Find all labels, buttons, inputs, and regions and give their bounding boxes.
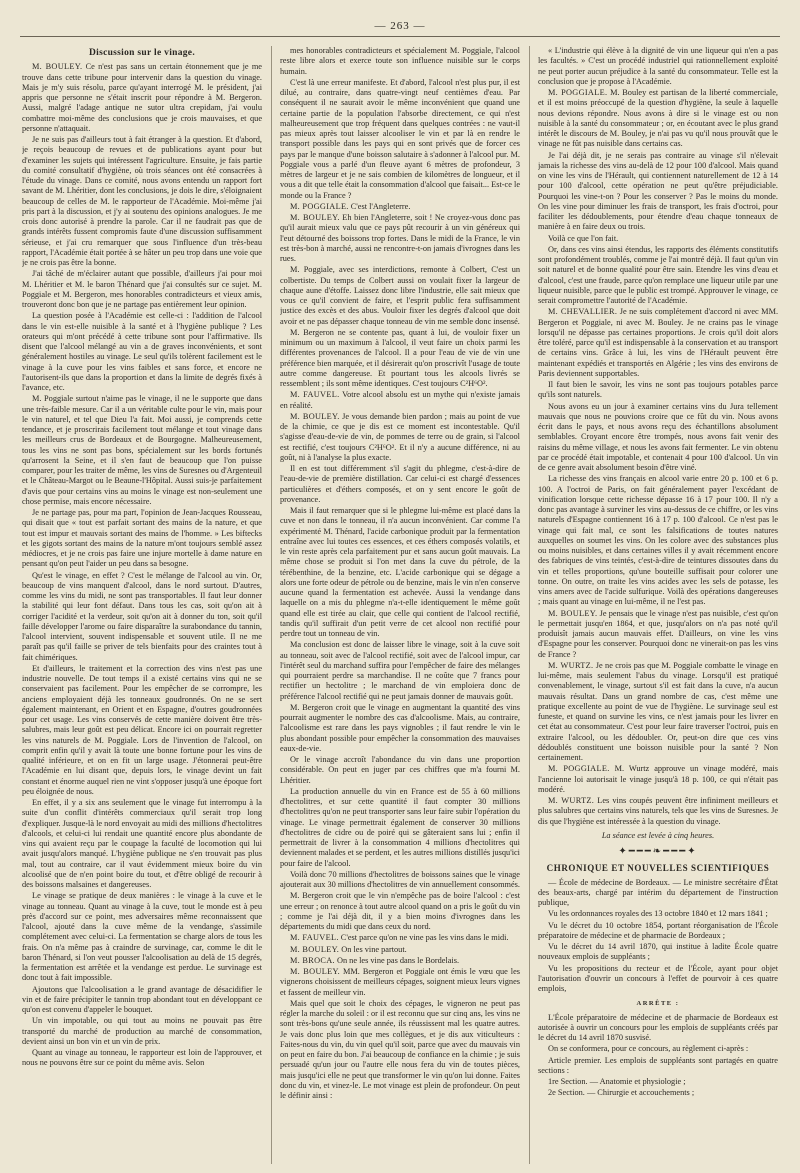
paragraph-text: M. Bergeron croit que le vinage en augmentant la quantité des vins pourrait augmenter le nombre des cas d'alcoolisme. Mais, au contraire, l'alcoolisme est rare dans les pays vignobles ; il faut rendre le vin le plus abondant possible pour empêcher la consommation des mauvaises eaux-de-vie. (280, 702, 520, 753)
paragraph-text: Vu les propositions du recteur et de l'École, ayant pour objet l'autorisation d'ouvrir un concours à l'effet de pourvoir à ces quatre emplois, (538, 963, 778, 993)
ornament-divider: ✦━━━❧━━━✦ (618, 846, 698, 857)
paragraph-text: Je ne crois pas que M. Poggiale combatte le vinage en lui-même, mais seulement l'abus du vinage. Lorsqu'il est pratiqué convenablement, le vinage, surtout s'il est fait dans la cuve, n'a aucun mauvais résultat. Dans un grand nombre de cas, c'est même une pratique excellente au point de vue de l'hygiène. Le survinage seul est funeste, et quand on survine les vins, ce n'est jamais pour les livrer en cet état au consommateur. C'est pour leur faire traverser l'octroi, puis en extraire l'alcool, ou les dédoubler. Or, peut-on dire que ces vins dédoublés constituent une boisson nuisible pour la santé ? Non certainement. (538, 660, 778, 762)
paragraph-text: Il faut bien le savoir, les vins ne sont pas toujours potables parce qu'ils sont naturels. (538, 380, 778, 400)
col3-body (538, 46, 778, 827)
paragraph-text: Ce n'est pas sans un certain étonnement que je me trouve dans cette tribune pour intervenir dans la question du vinage. Mais je m'y suis résolu, parce qu'ayant interrogé M. le président, j'ai appris que personne ne s'était inscrit pour répondre à M. Bergeron. Aussi, malgré l'adage antique ne sutor ultra crepidam, j'ai voulu combattre moi-même des conclusions que je crois mauvaises, et que personne n'attaquait. (22, 62, 262, 133)
speaker-name: M. CHEVALLIER. (548, 307, 618, 317)
paragraph (22, 311, 262, 393)
paragraph (22, 135, 262, 268)
paragraph (538, 151, 778, 233)
column-divider (271, 46, 272, 1164)
paragraph (22, 1016, 262, 1047)
arrete-label: ARRÊTE : (636, 1000, 680, 1008)
speaker-name: M. BOULEY. (290, 411, 340, 421)
paragraph-text: Quant au vinage au tonneau, le rapporteur est loin de l'approuver, et nous ne pouvons être sur ce point du même avis. Selon (22, 1048, 262, 1068)
paragraph (22, 62, 262, 134)
paragraph (22, 508, 262, 570)
paragraph (538, 46, 778, 87)
paragraph (22, 985, 262, 1016)
paragraph (280, 202, 520, 212)
speaker-name: M. POGGIALE. (548, 88, 608, 97)
speaker-name: M. BOULEY. (32, 62, 83, 72)
paragraph (538, 609, 778, 660)
paragraph (280, 891, 520, 932)
paragraph (22, 394, 262, 507)
paragraph-text: La production annuelle du vin en France est de 55 à 60 millions d'hectolitres, et sur cette quantité il faut compter 30 millions d'hectolitres qu'on ne peut transporter sans leur faire subir l'opération du vinage. Le vinage permettrait également de conserver 30 millions d'hectolitres de cidre ou de poiré qui se gâteraient sans lui ; enfin il permettrait de livrer à la consommation 4 millions d'hectolitres qui deviennent malades et se perdent, et les autres millions distillés jusqu'ici pour faire de l'alcool. (280, 786, 520, 868)
paragraph-text: M. Wurtz approuve un vinage modéré, mais l'ancienne loi autorisait le vinage jusqu'à 18 p. 100, ce qui n'était pas modéré. (538, 764, 778, 794)
speaker-name: M. BOULEY. (290, 944, 340, 954)
paragraph (280, 464, 520, 505)
speaker-name: M. BOULEY. (290, 967, 341, 976)
paragraph-text: On ne les vine pas dans le Bordelais. (336, 955, 460, 965)
paragraph (22, 1048, 262, 1069)
arrete-body (538, 1013, 778, 1099)
paragraph (538, 245, 778, 307)
speaker-name: M. WURTZ. (548, 660, 594, 670)
paragraph-text: On se conformera, pour ce concours, au règlement ci-après : (548, 1044, 749, 1054)
speaker-name: M. POGGIALE. (290, 201, 349, 211)
paragraph (280, 999, 520, 1102)
paragraph (280, 213, 520, 264)
paragraph (280, 956, 520, 966)
paragraph-text: Vu le décret du 14 avril 1870, qui institue à ladite École quatre nouveaux emplois de suppléants ; (538, 942, 778, 962)
paragraph-text: MM. Bergeron et Poggiale ont émis le vœu que les vignerons choisissent de meilleurs cépages, soignent mieux leurs vignes et fassent de meilleur vin. (280, 967, 520, 997)
paragraph (280, 390, 520, 411)
paragraph (538, 909, 778, 919)
paragraph-text: Voilà donc 70 millions d'hectolitres de boissons saines que le vinage ajouterait aux 30 millions d'hectolitres de vin annuellement consommés. (280, 869, 520, 889)
column-left (22, 46, 262, 1164)
paragraph (538, 796, 778, 827)
paragraph-text: L'École préparatoire de médecine et de pharmacie de Bordeaux est autorisée à ouvrir un concours pour les emplois de suppléants créés par le décret du 14 avril 1870 susvisé. (538, 1012, 778, 1042)
paragraph-text: Qu'est le vinage, en effet ? C'est le mélange de l'alcool au vin. Or, beaucoup de vins manquent d'alcool, dans le nord surtout. D'autres, comme les vins du midi, ne sont pas transportables. Il faut leur donner la stabilité qui leur font défaut. Dans tous les cas, soit qu'on ait à corriger l'acidité et la verdeur, soit qu'on ait à donner du ton, soit qu'il faille développer l'arome ou faire disparaître la surabondance du tannin, l'alcool intervient, souvent indispensable et souvent utile. Il ne me paraît pas qu'il faille se priver de tels bienfaits pour des craintes tout à fait chimériques. (22, 570, 262, 662)
speaker-name: M. BOULEY. (290, 213, 340, 222)
paragraph-text: C'est là une erreur manifeste. Et d'abord, l'alcool n'est plus pur, il est dilué, au contraire, dans quatre-vingt neuf centièmes d'eau. Par conséquent il ne saurait avoir le même inconvénient que quand une certaine partie de la population l'absorbe directement, ce qui n'est malheureusement que trop fréquent dans quelques contrées : ne vaut-il pas mieux après tout laisser alcooliser le vin et par là en rendre le transport possible dans les pays qui en sont privés que de forcer ces pays par le manque d'une boisson salutaire à s'adonner à l'alcool pur. M. Poggiale vous a parlé d'un fleuve ayant 6 mètres de profondeur, 3 mètres de largeur et je ne sais combien de kilomètres de longueur, et il vous a dit que telle était la consommation d'alcool que faisait... Est-ce le monde ou la France ? (280, 77, 520, 200)
paragraph-text: Il en est tout différemment s'il s'agit du phlegme, c'est-à-dire de l'eau-de-vie de première distillation. Car celui-ci est chargé d'essences particulières et d'éthers composés, et on y sent encore le goût de provenance. (280, 464, 520, 504)
paragraph (280, 755, 520, 786)
paragraph-text: J'ai tâché de m'éclairer autant que possible, d'ailleurs j'ai pour moi M. Lhéritier et M. le baron Thénard que j'ai consultés sur ce sujet. M. Poggiale et M. Bergeron, mes honorables contradicteurs et vieux amis, trouveront donc bon que je ne partage pas entièrement leur opinion. (22, 269, 262, 309)
paragraph (538, 1077, 778, 1087)
paragraph (280, 265, 520, 327)
paragraph-text: En effet, il y a six ans seulement que le vinage fut interrompu à la suite d'un conflit d'intérêts commerciaux qu'il serait trop long d'expliquer. Jusque-là le nord envoyait au midi des millions d'hectolitres d'alcools, et celui-ci lui rendait une quantité encore plus abondante de vins qui avaient reçu par le coupage la faculté de locomotion qui lui avait jusqu'alors manqué. L'hygiène publique ne s'en trouvait pas plus mal, tout au contraire, car il vaut évidemment mieux boire du vin alcoolisé que de n'en point boire du tout, et d'être obligé de recourir à des boissons malsaines et dangereuses. (22, 798, 262, 889)
paragraph-text: — École de médecine de Bordeaux. — Le ministre secrétaire d'État des beaux-arts, chargé par intérim du département de l'instruction publique, (538, 877, 778, 907)
paragraph-text: « L'industrie qui élève à la dignité de vin une liqueur qui n'en a pas les facultés. » C'est un procédé industriel qui rationnellement exploité ne peut porter aucun préjudice à la santé du consommateur. Telle est la conclusion que je propose à l'Académie. (538, 46, 778, 86)
paragraph-text: La question posée à l'Académie est celle-ci : l'addition de l'alcool dans le vin est-elle nuisible à la santé et à l'hygiène publique ? Les orateurs qui m'ont précédé à cette tribune sont pour l'affirmative. Ils disent que l'alcool mélangé au vin a de graves inconvénients, et sont généralement hostiles au vinage. Le seul qu'ils tolèrent facilement est le vinage à la cuve pour les vins faibles et sans force, et encore ne l'autorisent-ils que dans la proportion et dans la limite de degrés fixés à l'avance, etc. (22, 311, 262, 392)
speaker-name: M. WURTZ. (548, 796, 595, 805)
paragraph (538, 380, 778, 401)
seance-closing: La séance est levée à cinq heures. (601, 830, 715, 840)
paragraph-text: Ajoutons que l'alcoolisation a le grand avantage de désacidifier le vin et de faire précipiter le tannin trop abondant tout en développant ce qu'on est convenu d'appeler le bouquet. (22, 984, 262, 1014)
paragraph (22, 664, 262, 797)
paragraph-text: Mais il faut remarquer que si le phlegme lui-même est placé dans la cuve et non dans le tonneau, il n'a aucun inconvénient. Car comme l'a expérimenté M. Thénard, l'acide carbonique produit par la fermentation entraîne avec lui toutes ces essences, et ces éthers composés volatils, et le vin reste après cela parfaitement pur et sans aucun goût mauvais. La même chose se produit si l'on met dans la cuve du pétrole, de la térébenthine, de la benzine, etc. L'acide carbonique qui se dégage a alors une forte odeur de pétrole ou de benzine, mais le vin n'en conserve aucune quand la fermentation est achevée. Aussi la vendange dans laquelle on a mis du phlegme n'a-t-elle identiquement le même goût quand elle est tirée au clair, que celle qui contient de l'alcool rectifié, tandis qu'il suffirait d'un petit verre de cet alcool non rectifié pour perdre tout un tonneau de vin. (280, 506, 520, 638)
column-divider (529, 46, 530, 1164)
col1-body (22, 62, 262, 1068)
paragraph (280, 870, 520, 891)
paragraph-text: 2e Section. — Chirurgie et accouchements ; (548, 1088, 695, 1098)
paragraph (538, 942, 778, 963)
header-rule (20, 36, 780, 37)
paragraph-text: Votre alcool absolu est un mythe qui n'existe jamais en réalité. (280, 390, 520, 410)
paragraph (538, 474, 778, 607)
paragraph (22, 891, 262, 983)
paragraph-text: Je ne suis complétement d'accord ni avec MM. Bergeron et Poggiale, ni avec M. Bouley. Je ne crains pas le vinage lorsqu'il ne dépasse pas certaines proportions. Je crois qu'il doit alors être toléré, parce qu'il est indispensable à la conservation et au transport de certains vins. Grâce à lui, les vins de l'Hérault peuvent être maintenant expédiés et transportés en Algérie ; les vins des environs de Paris deviennent supportables. (538, 307, 778, 378)
paragraph-text: Je vous demande bien pardon ; mais au point de vue de la chimie, ce que je dis est ce moment est incontestable. Qu'il s'agisse d'eau-de-vie de vin, de pommes de terre ou de grain, si l'alcool est rectifié, c'est toujours C²H⁶O². Et il n'y a aucune différence, ni au goût, ni à l'analyse la plus exacte. (280, 411, 520, 462)
paragraph (538, 1056, 778, 1077)
paragraph (538, 964, 778, 995)
paragraph (538, 1013, 778, 1044)
paragraph-text: Or, dans ces vins ainsi étendus, les rapports des éléments constitutifs sont profondément troublés, comme je l'ai montré déjà. Il faut qu'un vin soit naturel et de bonne qualité pour être sain. Etendre les vins d'eau et d'alcool, c'est une fraude, parce qu'on remplace une liqueur utile par une liqueur nuisible, parce que le public est trompé. Approuver le vinage, ce serait compromettre l'autorité de l'Académie. (538, 244, 778, 305)
paragraph-text: Vu le décret du 10 octobre 1854, portant réorganisation de l'École préparatoire de médecine et de pharmacie de Bordeaux ; (538, 920, 778, 940)
paragraph (538, 878, 778, 909)
column-right (538, 46, 778, 1164)
chronique-heading: CHRONIQUE ET NOUVELLES SCIENTIFIQUES (546, 863, 770, 874)
paragraph-text: On les vine partout. (341, 944, 407, 954)
paragraph (538, 234, 778, 244)
paragraph (280, 506, 520, 639)
col2-body (280, 46, 520, 1101)
paragraph (280, 967, 520, 998)
paragraph-text: Article premier. Les emplois de suppléants sont partagés en quatre sections : (538, 1055, 778, 1075)
paragraph (538, 921, 778, 942)
speaker-name: M. FAUVEL. (290, 933, 339, 943)
paragraph (538, 88, 778, 150)
paragraph (538, 307, 778, 379)
paragraph-text: M. Bergeron croit que le vin n'empêche pas de boire l'alcool : c'est une erreur ; on renonce à tout autre alcool quand on a pris le goût du vin ; comme je l'ai déjà dit, il y a bien moins d'ivrognes dans les départements du midi que dans ceux du nord. (280, 891, 520, 931)
paragraph-text: Je pensais que le vinage n'est pas nuisible, c'est qu'on le permettait jusqu'en 1864, et que, jusqu'alors on n'a pas noté qu'il produisît jamais aucun mauvais effet. D'ailleurs, on vine les vins d'Espagne pour les conserver. Pourquoi donc ne vinerait-on pas les vins de France ? (538, 608, 778, 659)
paragraph-text: M. Poggiale surtout n'aime pas le vinage, il ne le supporte que dans une très-faible mesure. Car il a un véritable culte pour le vin, mais pour le vin naturel, et tel que Dieu l'a fait. Moi aussi, je comprends cette tendance, et je proscrirais facilement tout mélange et tout vinage dans les meilleurs crus de Bordeaux et de Bourgogne. Malheureusement, tous les vins ne sont pas bons, spécialement sur les bords fortunés qu'arrosent la Seine, et il s'en faut de beaucoup que l'on puisse comparer, pour les traiter de même, les vins de Suresnes ou d'Argenteuil et le Château-Margot ou le Beaune-l'Hôpital. Aussi suis-je parfaitement d'avis que pour certains vins au moins le vinage est non-seulement une chose permise, mais encore nécessaire. (22, 394, 262, 506)
article-heading: Discussion sur le vinage. (88, 48, 196, 58)
paragraph (280, 945, 520, 955)
speaker-name: M. POGGIALE. (548, 764, 610, 774)
paragraph-text: Je ne suis pas d'ailleurs tout à fait étranger à la question. Et d'abord, je reçois beaucoup de revues et de publications ayant pour but d'examiner les sujets qui intéressent l'agriculture. Ensuite, je fais partie du comité consultatif d'hygiène, où trois séances ont été consacrées à l'étude du vinage. Dans ce comité, nous avons entendu un rapport fort savant de M. Lhéritier, dont les conclusions, je dois le dire, s'éloignaient beaucoup de celles de M. le rapporteur de l'Académie. Moi-même j'ai pris part à la discussion, et j'y ai soutenu des opinions analogues. Je me crois donc autorisé à prendre la parole. Car il ne faudrait pas que de grands intérêts fussent compromis faute d'une discussion suffisamment sérieuse, et j'ai cru remarquer que sous l'influence d'un très-beau rapport, l'Académie était portée à se hâter un peu trop dans une voie que je ne crois pas être la bonne. (22, 135, 262, 267)
paragraph-text: C'est l'Angleterre. (350, 201, 411, 211)
paragraph (280, 78, 520, 201)
paragraph-text: Et d'ailleurs, le traitement et la correction des vins n'est pas une industrie nouvelle. De tout temps il a existé certains vins qui ne se conservaient pas facilement. Pour les empêcher de se corrompre, les anciens employaient déjà les tonneaux goudronnés. On ne se sert également maintenant, en Orient et en Espagne, d'outres goudronnées pour cet usage. Les vins conservés de cette manière doivent être très-salubres, mais leur goût est peu délicat. Encore ici on pourrait regretter les vins naturels de M. Poggiale. Lors de l'invention de l'alcool, on comprit enfin qu'il y avait là toute une bonne fortune pour les vins de qualité inférieure, et on en fit un large usage. J'étonnerai peut-être l'Académie en lui disant que, depuis lors, le vinage devint un fait constant et énorme auquel rien ne vint s'opposer jusqu'à une époque fort peu éloignée de nous. (22, 663, 262, 796)
paragraph-text: Mais quel que soit le choix des cépages, le vigneron ne peut pas régler la marche du soleil : or il est reconnu que sur cinq ans, les vins ne sont très-bons qu'une seule année, ils réussissent mal les quatre autres. Je vais donc plus loin que mes collègues, et je dis aux viticulteurs : Faites-nous du vin, du vin quel qu'il soit, parce que avec du mauvais vin on peut en faire du bon. J'ai beaucoup de confiance en la chimie ; je suis persuadé qu'un jour ou l'autre elle nous fera du vin de toutes pièces, mais jusqu'ici elle ne peut que transformer le vin qu'on lui donne. Faites donc du vin, et vinez-le. Le mot vinage est plein de profondeur. On peut le définir ainsi : (280, 998, 520, 1100)
paragraph (22, 269, 262, 310)
speaker-name: M. BOULEY. (548, 608, 598, 618)
paragraph-text: Un vin impotable, ou qui tout au moins ne pouvait pas être transporté du marché de production au marché de consommation, devient ainsi un bon vin et un vin de prix. (22, 1016, 262, 1046)
paragraph (22, 798, 262, 890)
column-middle (280, 46, 520, 1164)
paragraph-text: Je ne partage pas, pour ma part, l'opinion de Jean-Jacques Rousseau, qui disait que « tout est parfait sortant des mains de la nature, et que tout est impur et mauvais sortant des mains de l'homme. » Les biftecks et les gigots sortant des mains de la nature m'ont toujours semblé assez médiocres, et je ne crois pas faire une injure mortelle à dame nature en pensant qu'on peut l'aider un peu dans sa besogne. (22, 508, 262, 569)
paragraph-text: mes honorables contradicteurs et spécialement M. Poggiale, l'alcool reste libre alors et exerce toute son influence nuisible sur le corps humain. (280, 46, 520, 76)
paragraph-text: M. Bergeron ne se contente pas, quant à lui, de vouloir fixer un minimum ou un maximum à l'alcool, il veut faire un choix parmi les différentes provenances de l'alcool. Il a pour l'eau de vie de vin une préférence bien marquée, et il désirerait qu'on proscrivît l'usage de toute autre comme dangereuse. Et pourtant tous les alcools livrés se ressemblent ; ils sont même identiques. C'est toujours C²H⁶O². (280, 327, 520, 388)
paragraph (280, 328, 520, 390)
paragraph-text: Vu les ordonnances royales des 13 octobre 1840 et 12 mars 1841 ; (548, 909, 768, 919)
paragraph (280, 933, 520, 943)
paragraph (280, 640, 520, 702)
paragraph (538, 1044, 778, 1054)
paragraph-text: M. Bouley est partisan de la liberté commerciale, et il est moins préoccupé de la question d'hygiène, la seule à laquelle nous devions répondre. Nous avons à dire si le vinage est ou non nuisible à la santé du consommateur ; or, en écoutant avec le plus grand intérêt le discours de M. Bouley, je n'ai pas vu qu'il nous prouvât que le vinage ne fût pas nuisible dans certains cas. (538, 88, 778, 149)
paragraph (538, 1088, 778, 1098)
paragraph-text: Je l'ai déjà dit, je ne serais pas contraire au vinage s'il n'élevait jamais la richesse des vins au-delà de 12 pour 100 d'alcool. Mais quand on vine les vins de l'Hérault, qui contiennent naturellement de 12 à 14 pour 100 d'alcool, cette opération ne peut qu'être préjudiciable. Pourquoi les vine-t-on ? Pour les conserver ? Pas le moins du monde. On les vine pour diminuer les frais de transport, les frais d'octroi, pour faciliter les dédoublements, pour étendre d'eau chaque tonneaux de manière à en faire deux ou trois. (538, 150, 778, 232)
paragraph (538, 764, 778, 795)
chronique-body (538, 878, 778, 995)
paragraph-text: Voilà ce que l'on fait. (548, 233, 619, 243)
paragraph (538, 402, 778, 474)
paragraph-text: C'est parce qu'on ne vine pas les vins dans le midi. (340, 933, 509, 943)
paragraph (280, 46, 520, 77)
paragraph-text: La richesse des vins français en alcool varie entre 20 p. 100 et 6 p. 100. A l'octroi de Paris, on fait généralement payer l'excédant de vinification lorsque cette richesse dépasse 16 à 17 pour 100. Il n'y a donc pas avantage à surviner les vins au-dessus de ce chiffre, or les vins naturels d'Espagne contiennent 16 à 17 p. 100 d'alcool. Ce n'est pas le vinage qui fait mal, ce sont les falsifications de toutes natures auxquelles on soumet les vins. On les colore avec des substances plus ou moins nuisibles, et dans certaines villes il y avait récemment encore des fabriques de vins teintés, c'est-à-dire de teintures dissoutes dans du vin et telles proportions, qu'une bouteille suffisait pour colorer une tonne. On outre, on traite les vins acides avec les sels de potasse, les vins amers avec de l'acide sulfurique. Voilà des opérations dangereuses ; mais quant au vinage en lui-même, il ne l'est pas. (538, 474, 778, 607)
paragraph-text: Nous avons eu un jour à examiner certains vins du Jura tellement mauvais que nous ne pouvions croire que ce fût du vin. Nous avons écrit dans le pays, et nous avons reçu des échantillons absolument semblables. Croyant encore être trompés, nous avons fait venir des raisins du même village, et nous les avons fait fermenter. Le vin obtenu par ce procédé était impotable, et contenait 4 pour 100 d'alcool. Un vin de ce genre avait absolument besoin d'être viné. (538, 401, 778, 472)
paragraph (22, 571, 262, 663)
paragraph-text: M. Poggiale, avec ses interdictions, remonte à Colbert, C'est un colbertiste. Du temps de Colbert aussi on voulait fixer la largeur de chaque aune d'étoffe. Laissez donc libre l'industrie, elle sait mieux que vous ce qu'il convient de faire, et l'esprit public fera suffisamment justice des excès et des abus. Vouloir fixer les degrés d'alcool que doit avoir et ne pas dépasser chaque tonneau de vin me semble donc insensé. (280, 265, 520, 326)
speaker-name: M. BROCA. (290, 955, 335, 965)
paragraph-text: Ma conclusion est donc de laisser libre le vinage, soit à la cuve soit au tonneau, soit avec de l'alcool rectifié, soit avec de l'alcool impur, car l'intérêt seul du marchand suffira pour l'empêcher de faire des mélanges qui pourraient perdre sa marchandise. Il ne coûte que 7 francs pour rectifier un hectolitre ; le marchand de vin emploiera donc de préférence l'alcool rectifié qui ne peut jamais donner de mauvais goût. (280, 640, 520, 701)
paragraph (538, 661, 778, 764)
paragraph-text: 1re Section. — Anatomie et physiologie ; (548, 1077, 686, 1086)
speaker-name: M. FAUVEL. (290, 390, 340, 400)
paragraph-text: Eh bien l'Angleterre, soit ! Ne croyez-vous donc pas qu'il aurait mieux valu que ce pays pût recourir à un vin généreux qui l'eut détourné des boissons trop fortes. Dans le midi de la France, le vin est très-bon à marché, aussi ne rencontre-t-on jamais d'ivrognes dans les rues. (280, 213, 520, 263)
paragraph-text: Les vins coupés peuvent être infiniment meilleurs et plus salubres que certains vins naturels, tels que les vins de Suresnes. Je dis que l'hygiène est intéressée à la question du vinage. (538, 796, 778, 826)
paragraph-text: Le vinage se pratique de deux manières : le vinage à la cuve et le vinage au tonneau. Quant au vinage à la cuve, tout le monde est à peu près d'accord sur ce point, mes adversaires même reconnaissent que l'alcool, ajouté dans la cuve même de la vendange, s'assimile complétement avec celui-ci. La fermentation se charge alors de tous les frais. On n'a même pas à craindre de survinage, car, comme le dit le baron Thénard, si l'on veut pousser l'alcoolisation au delà de 15 degrés, la fermentation est arrêtée et la vendange est perdue. Le survinage est donc tout à fait impossible. (22, 891, 262, 983)
page-number: — 263 — (374, 20, 426, 32)
paragraph (280, 787, 520, 869)
paragraph-text: Or le vinage accroît l'abondance du vin dans une proportion considérable. On peut en juger par ces chiffres que m'a fourni M. Lhéritier. (280, 755, 520, 785)
paragraph (280, 703, 520, 754)
paragraph (280, 412, 520, 463)
